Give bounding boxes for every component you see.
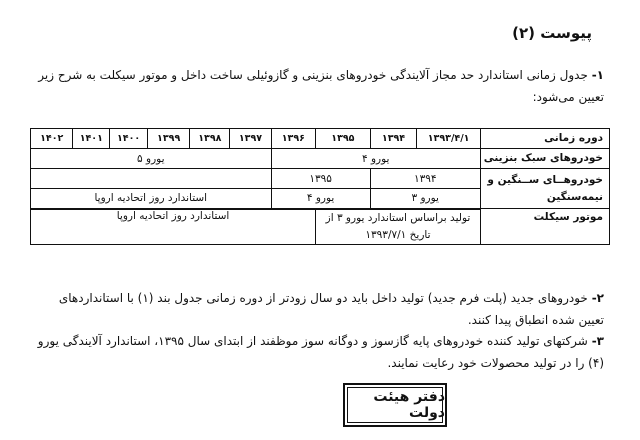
year-cell: ۱۳۹۹ bbox=[148, 129, 190, 149]
motorcycle-eu-standard-cell: استاندارد روز اتحادیه اروپا bbox=[31, 209, 316, 245]
heavy-year-b-cell: ۱۳۹۵ bbox=[271, 169, 370, 189]
item-3-number: ۳- bbox=[591, 334, 604, 348]
year-cell: ۱۴۰۲ bbox=[31, 129, 73, 149]
motorcycle-euro3-text: تولید براساس استاندارد یورو ۳ از تاریخ ۱۳۹۳/۷/۱ bbox=[325, 211, 471, 241]
year-cell: ۱۳۹۷ bbox=[230, 129, 271, 149]
item-3-paragraph bbox=[32, 330, 604, 374]
item-3-text: شرکتهای تولید کننده خودروهای پایه گازسوز و دوگانه سوز موظفند از ابتدای سال ۱۳۹۵، استاندارد آلایندگی یورو (۴) را در تولید محصولات خود رعایت نمایند. bbox=[37, 334, 604, 370]
item-2-paragraph bbox=[32, 287, 604, 331]
heavy-euro4-cell: یورو ۴ bbox=[271, 189, 370, 209]
item-1-text: جدول زمانی استاندارد حد مجاز آلایندگی خودروهای بنزینی و گازوئیلی ساخت داخل و موتور سیکلت به شرح زیر تعیین می‌شود: bbox=[38, 68, 604, 104]
year-cell: ۱۳۹۸ bbox=[190, 129, 230, 149]
motorcycle-euro3-cell bbox=[316, 209, 481, 245]
motorcycle-row bbox=[31, 209, 610, 245]
item-2-number: ۲- bbox=[591, 291, 604, 305]
period-header: دوره زمانی bbox=[480, 129, 609, 149]
light-vehicles-label: خودروهای سبک بنزینی bbox=[480, 149, 609, 169]
heavy-euro3-cell: یورو ۳ bbox=[370, 189, 480, 209]
heavy-vehicles-years-row bbox=[31, 169, 610, 189]
year-cell: ۱۳۹۴ bbox=[370, 129, 417, 149]
year-cell: ۱۳۹۳/۴/۱ bbox=[417, 129, 480, 149]
emission-schedule-table bbox=[30, 128, 610, 245]
item-1-paragraph bbox=[32, 64, 604, 108]
heavy-eu-standard-cell: استاندارد روز اتحادیه اروپا bbox=[31, 189, 272, 209]
heavy-vehicles-label: خودروهــای ســنگین و نیمه‌سنگین bbox=[480, 169, 609, 209]
annex-title: پیوست (۲) bbox=[512, 24, 592, 42]
light-euro5-cell: یورو ۵ bbox=[31, 149, 272, 169]
heavy-empty-cell bbox=[31, 169, 272, 189]
table-header-row bbox=[31, 129, 610, 149]
year-cell: ۱۳۹۵ bbox=[316, 129, 371, 149]
item-1-number: ۱- bbox=[591, 68, 604, 82]
light-vehicles-row bbox=[31, 149, 610, 169]
motorcycle-label: موتور سیکلت bbox=[480, 209, 609, 245]
year-cell: ۱۳۹۶ bbox=[271, 129, 316, 149]
item-2-text: خودروهای جدید (پلت فرم جدید) تولید داخل باید دو سال زودتر از دوره زمانی جدول بند (۱) با استانداردهای تعیین شده انطباق پیدا کنند. bbox=[58, 291, 604, 327]
light-euro4-cell: یورو ۴ bbox=[271, 149, 480, 169]
year-cell: ۱۴۰۰ bbox=[110, 129, 148, 149]
year-cell: ۱۴۰۱ bbox=[73, 129, 110, 149]
government-office-stamp: دفتر هیئت دولت bbox=[343, 383, 447, 427]
heavy-year-a-cell: ۱۳۹۴ bbox=[370, 169, 480, 189]
